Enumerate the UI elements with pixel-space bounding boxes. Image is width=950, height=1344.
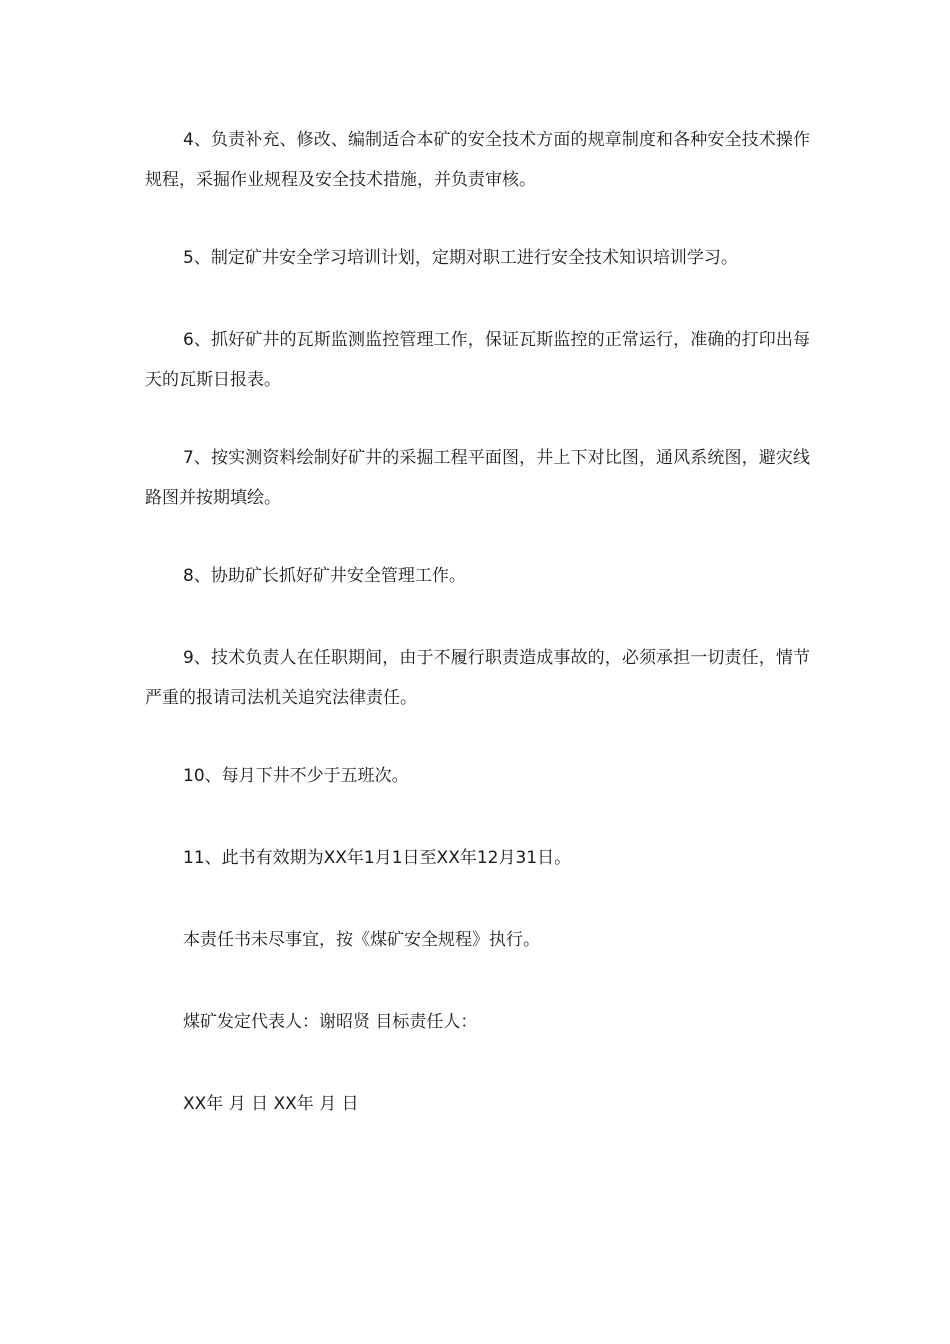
clause-11: 11、此书有效期为XX年1月1日至XX年12月31日。 — [183, 848, 572, 868]
clause-5: 5、制定矿井安全学习培训计划，定期对职工进行安全技术知识培训学习。 — [183, 248, 738, 268]
clause-9: 9、技术负责人在任职期间，由于不履行职责造成事故的，必须承担一切责任，情节严重的报请司法机关追究法律责任。 — [145, 648, 810, 708]
clause-4: 4、负责补充、修改、编制适合本矿的安全技术方面的规章制度和各种安全技术操作规程，采掘作业规程及安全技术措施，并负责审核。 — [145, 130, 810, 190]
clause-10: 10、每月下井不少于五班次。 — [183, 766, 409, 786]
signatories-line: 煤矿发定代表人：谢昭贤 目标责任人： — [183, 1012, 478, 1032]
date-line: XX年 月 日 XX年 月 日 — [183, 1094, 359, 1114]
clause-7: 7、按实测资料绘制好矿井的采掘工程平面图，井上下对比图，通风系统图，避灾线路图并按期填绘。 — [145, 448, 810, 508]
document-body — [145, 120, 810, 1166]
clause-6: 6、抓好矿井的瓦斯监测监控管理工作，保证瓦斯监控的正常运行，准确的打印出每天的瓦斯日报表。 — [145, 330, 810, 390]
supplementary-note: 本责任书未尽事宜，按《煤矿安全规程》执行。 — [183, 930, 540, 950]
clause-8: 8、协助矿长抓好矿井安全管理工作。 — [183, 566, 466, 586]
